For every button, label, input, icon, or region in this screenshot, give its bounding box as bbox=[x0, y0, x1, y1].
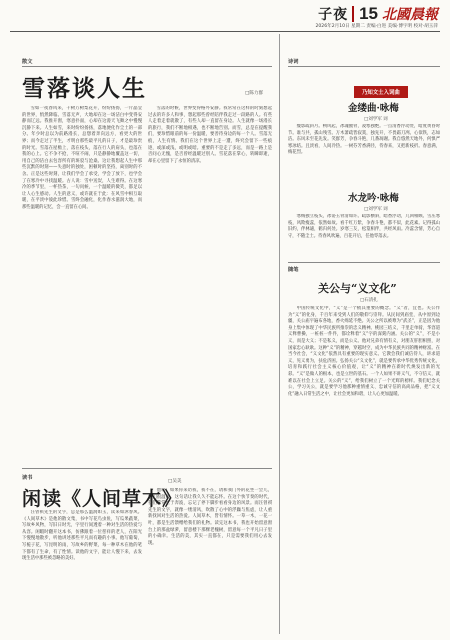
section-rule bbox=[288, 66, 440, 67]
category-label: 散文 bbox=[22, 59, 33, 65]
section-rule bbox=[22, 468, 272, 469]
article-paragraph: 雪如一夜春风来，千树万树梨花开，纷纷扬扬，一片晶莹的世界，悄然降临。雪落无声，大地却在这一场洁白中变得安静而辽远。我推开窗，寒意扑面，心却在这漫天飞舞之中慢慢沉静下来。人生如雪，来时纷纷扬扬，落地便化作尘土的一部分。年少时总以为前路漫长，总想着奔向远方，看更大的世界；而今走过了半生，才明白那些最平凡的日子，才是最珍贵的时光。雪落在屋檐上，落在枝头，落在行人的肩头，也落在我的心上。它不争不抢，不喧不闹，只是静静地覆盖这一切，用自己的洁白去包容所有的斑驳与沧桑。这让我想起人生中那些沉默的时刻——失意时的独处，困顿时的坚持，离别时的不舍。正是这些时刻，让我们学会了承受，学会了放下，也学会了在寒冷中寻找温暖。古人说：雪中送炭，人生难得。在这寒冷的季节里，一杯热茶，一句问候，一个温暖的微笑，都足以让人心生感动。人生的意义，或许就在于此：在风雪中相互取暖，在平淡中彼此珍惜。雪终会融化，化作春水滋润大地，而那些温暖的记忆，会一直留在心间。 bbox=[22, 106, 142, 210]
poetry-banner: 乃知文士入词曲 bbox=[354, 86, 408, 98]
essay-body bbox=[288, 306, 440, 634]
article-body-right bbox=[148, 106, 272, 451]
poem-author: □刘学军 词 bbox=[364, 207, 388, 212]
book-review-body-right bbox=[148, 488, 272, 634]
article-paragraph: 他说：如果你来访我，我不在，请和我门外的花坐一会儿，它们很温暖。这句话让我久久不能忘怀。在这个快节奏的时代，我们常常忙于奔波，忘记了停下脚步看看身边的风景。而汪曾祺先生的文字，就像一缕清风，吹散了心中的浮躁与焦虑，让人重新找回对生活的热爱。人间草木，皆有情怀。一草一木，一花一叶，都是生活馈赠给我们的礼物。读完这本书，我也开始留意窗台上的那盆绿萝，留意楼下那棵老槐树，留意每一个平凡日子里的小确幸。生活的美，其实一直都在，只是需要我们用心去发现。 bbox=[148, 488, 272, 546]
header-divider bbox=[10, 31, 440, 32]
article-title: 雪落谈人生 bbox=[22, 75, 147, 102]
masthead bbox=[318, 4, 438, 24]
book-review-body-left bbox=[22, 510, 142, 634]
poem-title: 水龙吟·咏梅 bbox=[348, 193, 399, 204]
column-divider bbox=[279, 34, 280, 634]
book-review-title: 闲读《人间草木》 bbox=[22, 488, 183, 510]
category-label: 诗词 bbox=[288, 59, 299, 65]
essay-title: 关公与“义文化” bbox=[318, 282, 397, 295]
article-paragraph: 雪落的时候，世界变得格外安静。我常常在这样的时刻想起过去的许多人和事，想起那些曾经陪伴我走过一段路的人。有些人走着走着就散了，有些人却一直留在身边。人生就像一场漫长的旅行，我们不断地相遇，也不断地告别。而雪，总是在提醒我们，要珍惜眼前的每一份温暖，要善待身边的每一个人。雪落无痕，人生有情。我们在这个世界上走一遭，终究会留下一些痕迹，或深或浅，或明或暗。重要的不是走了多远，而是一路上是否问心无愧，是否曾经温暖过别人。雪花落在掌心，转瞬即逝，却在心里留下了永恒的清凉。 bbox=[148, 106, 272, 164]
page-header bbox=[0, 0, 450, 34]
date-line: 2026年2月10日 星期二 责编·白进 美编·博宇明 校对·胡玉萍 bbox=[315, 24, 438, 29]
essay-author: □石清扎 bbox=[360, 298, 378, 303]
poem-title: 金缕曲·咏梅 bbox=[348, 103, 399, 114]
section-rule bbox=[22, 66, 272, 67]
article-paragraph: 汪曾祺先生的文字，总是那么温润如玉，读来如沐春风。《人间草木》是他的散文集，书中写花鸟虫鱼，写瓜果蔬菜，写故乡风物，写旧日时光，字里行间透着一种对生活的热爱与从容。闲暇时翻开这本书，仿佛跟着一位慈祥的老人，在阳光下慢慢地散步，听他讲述那些平凡而有趣的小事。他写葡萄，写栀子花，写昆明的雨，写故乡的野菜，每一种草木在他的笔下都有了生命，有了性情。读他的文字，能让人慢下来，去发现生活中那些被忽略的美好。 bbox=[22, 510, 142, 562]
page-number: 15 bbox=[352, 6, 378, 22]
poem-body bbox=[288, 214, 440, 258]
book-review-author: □吴美 bbox=[168, 479, 182, 484]
article-author: □陈力群 bbox=[245, 91, 264, 96]
poem-author: □刘学军 词 bbox=[364, 117, 388, 122]
newspaper-logo: 北國晨報 bbox=[382, 7, 438, 23]
section-rule bbox=[288, 262, 440, 263]
category-label: 读书 bbox=[22, 475, 33, 481]
poem-text: 瘦影疏斜月。朔风起，冰魂傲骨，凌寒独绝。一点清香浮动处，暗度黄昏时节。谁与共，孤山残雪。万木萧疏皆寂寞，独先开，不畏霜刀冽。心似铁，志如洁。东风未至花先发。笑群芳，争春斗艳，几番凋谢。我自悠然天地外，何惧严寒冰结。且淡看，人间冷热。一树芬芳香满径，待春来，又把新枝折。春意满，梅花烈。 bbox=[288, 124, 440, 156]
section-name: 子夜 bbox=[318, 7, 349, 23]
poem-body bbox=[288, 124, 440, 186]
article-body-left bbox=[22, 106, 142, 451]
category-label: 随笔 bbox=[288, 267, 299, 273]
poem-text: 寒梅独立枝头，冰姿玉骨清如许。疏影横斜，暗香浮动，几回相顾。雪压寒枝，风欺瘦蕊，依然如故。看千红万紫，争春斗艳，都不似，此花素。记得孤山旧约，伴林逋，鹤归何处。岁寒三友，松篁相伴，共经风雨。冷蕊含情，芳心自守，不随尘土。待春风吹遍，百花开后，任他零落去。 bbox=[288, 214, 440, 239]
essay-paragraph: 中国传统文化中，“义”是一个极其重要的概念。“义”者，宜也。关公作为“义”的化身，千百年来受到人们的敬仰与崇拜。从民间到庙堂，从中原到边疆，关公庙宇遍布各地，香火绵延不绝。关公之所以被尊为“武圣”，正是因为他身上集中体现了中华民族所推崇的忠义精神。桃园三结义，千里走单骑，华容道义释曹操，一桩桩一件件，都诠释着“义”字的深刻内涵。关公的“义”，不是小义，而是大义；不是私义，而是公义。他对兄弟有情有义，对朋友肝胆相照，对国家忠心耿耿。这种“义”的精神，穿越时空，成为中华民族共同的精神财富。在当今社会，“义文化”依然具有重要的现实意义。它教会我们诚信待人，讲求道义，见义勇为，扶危济困。弘扬关公“义文化”，就是要传承中华优秀传统文化，培育和践行社会主义核心价值观，让“义”的精神在新时代焕发出新的光彩。“义”是做人的根本，也是立世的基石。一个人如果不讲义气，不守信义，就难以在社会上立足。关公的“义”，给我们树立了一个光辉的榜样。我们纪念关公，学习关公，就是要学习他那种重情重义、忠诚守信的高尚品格，把“义文化”融入日常生活之中，让社会更加和谐，让人心更加温暖。 bbox=[288, 306, 440, 397]
